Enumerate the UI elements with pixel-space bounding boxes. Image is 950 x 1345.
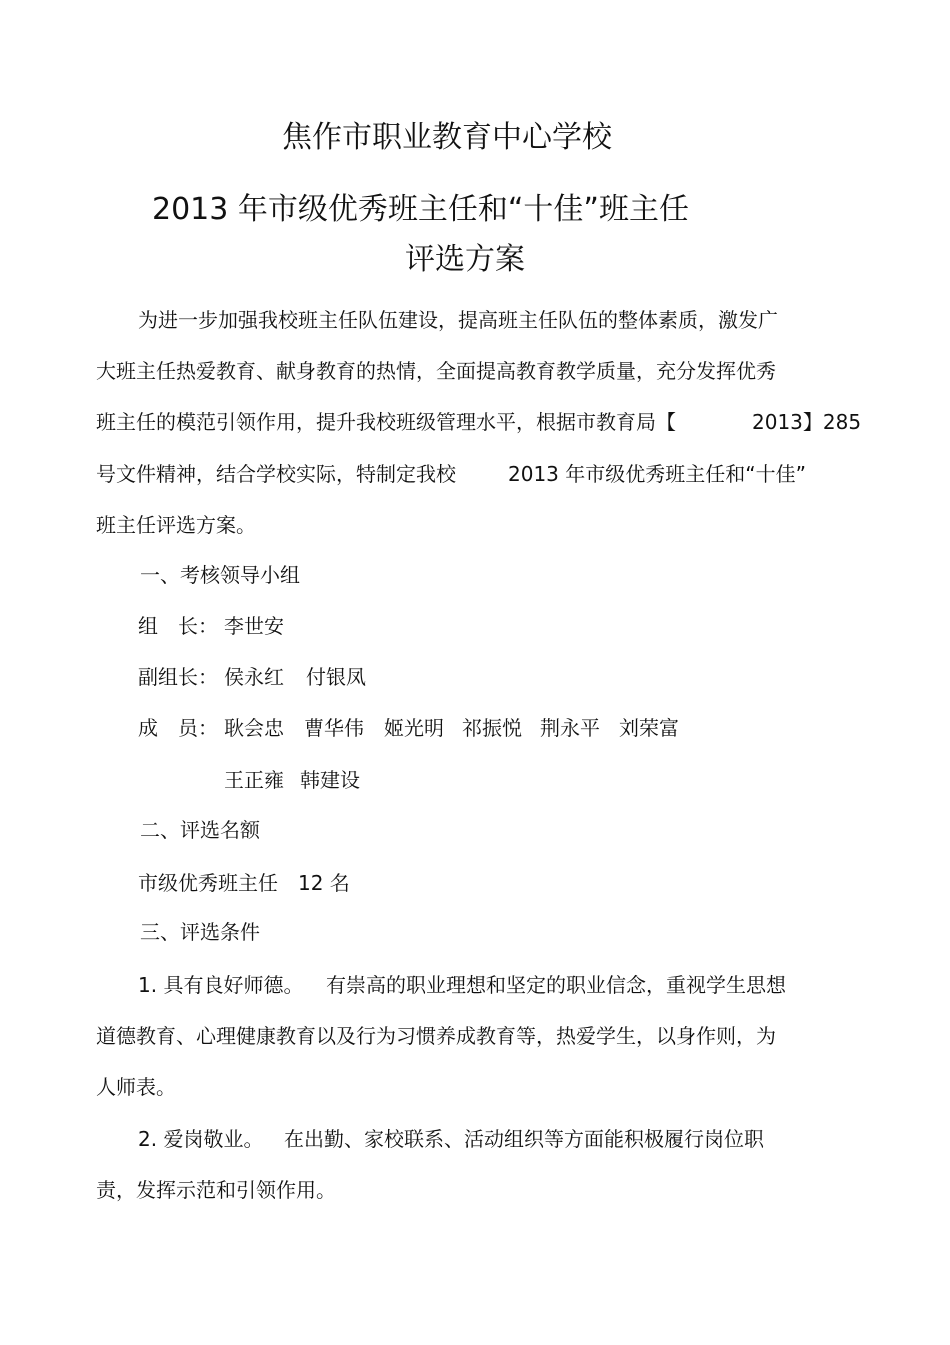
member-name: 耿会忠: [224, 716, 284, 740]
intro-line-5: 班主任评选方案。: [96, 513, 256, 537]
deputy-name: 侯永红: [224, 665, 284, 689]
document-subtitle: 2013 年市级优秀班主任和“十佳”班主任: [152, 192, 689, 227]
leader-label: 组 长：: [138, 614, 218, 638]
section-3-heading: 三、评选条件: [140, 920, 260, 944]
intro-line-4: 号文件精神，结合学校实际，特制定我校: [96, 462, 456, 486]
criterion-2-title: 2. 爱岗敬业。: [138, 1127, 264, 1151]
section-2-heading: 二、评选名额: [140, 818, 260, 842]
intro-line-4-tail: 2013 年市级优秀班主任和“十佳”: [508, 462, 806, 486]
member-name: 刘荣富: [619, 716, 679, 740]
member-name: 曹华伟: [304, 716, 364, 740]
intro-line-3: [96, 408, 676, 436]
deputy-name: 付银凤: [306, 665, 366, 689]
member-name: 王正雍: [224, 768, 284, 792]
document-subtitle-2: 评选方案: [405, 242, 525, 277]
member-name: 姬光明: [384, 716, 444, 740]
member-name: 韩建设: [300, 768, 360, 792]
document-title: 焦作市职业教育中心学校: [282, 120, 612, 155]
criterion-1-title: 1. 具有良好师德。: [138, 973, 304, 997]
quota-line: 市级优秀班主任 12 名: [138, 871, 350, 895]
intro-line-2: 大班主任热爱教育、献身教育的热情，全面提高教育教学质量，充分发挥优秀: [96, 359, 776, 383]
member-name: 祁振悦: [462, 716, 522, 740]
criterion-2-line-2: 责，发挥示范和引领作用。: [96, 1178, 336, 1202]
section-1-heading: 一、考核领导小组: [140, 563, 300, 587]
intro-line-1: 为进一步加强我校班主任队伍建设，提高班主任队伍的整体素质，激发广: [138, 308, 778, 332]
criterion-2-line-1: 在出勤、家校联系、活动组织等方面能积极履行岗位职: [284, 1127, 764, 1151]
deputy-label: 副组长：: [138, 665, 218, 689]
member-name: 荆永平: [540, 716, 600, 740]
criterion-1-line-2: 道德教育、心理健康教育以及行为习惯养成教育等，热爱学生，以身作则，为: [96, 1024, 776, 1048]
criterion-1-line-3: 人师表。: [96, 1075, 176, 1099]
member-label: 成 员：: [138, 716, 218, 740]
criterion-1-line-1: 有崇高的职业理想和坚定的职业信念，重视学生思想: [326, 973, 786, 997]
intro-line-3-number: 2013】285: [752, 410, 862, 434]
leader-name: 李世安: [224, 614, 284, 638]
intro-line-3-text: 班主任的模范引领作用，提升我校班级管理水平，根据市教育局【: [96, 410, 676, 434]
